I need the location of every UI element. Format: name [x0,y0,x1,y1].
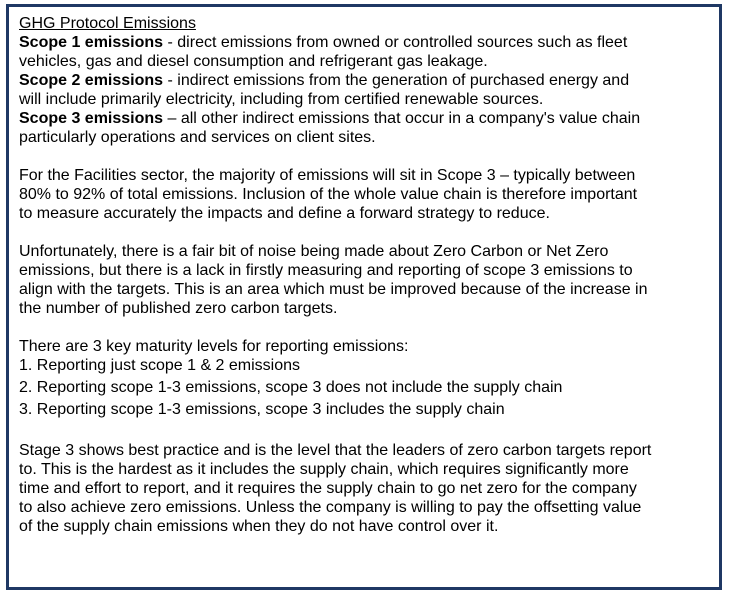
stage3-paragraph-line: to also achieve zero emissions. Unless the company is willing to pay the offsetting value [19,499,642,516]
scope-2-line-1 [19,71,713,90]
text-box-frame [6,4,722,590]
facilities-paragraph-line: For the Facilities sector, the majority of emissions will sit in Scope 3 – typically between [19,167,636,184]
scope-1-desc-2: vehicles, gas and diesel consumption and refrigerant gas leakage. [19,53,488,70]
noise-paragraph-line: the number of published zero carbon targets. [19,300,338,317]
maturity-intro: There are 3 key maturity levels for reporting emissions: [19,338,409,355]
text-box-content [19,14,713,536]
noise-paragraph-line: emissions, but there is a lack in firstly measuring and reporting of scope 3 emissions to [19,262,633,279]
stage3-paragraph-line: to. This is the hardest as it includes the supply chain, which requires significantly more [19,461,629,478]
paragraph-gap [19,223,713,242]
maturity-level-item: 2. Reporting scope 1-3 emissions, scope 3 does not include the supply chain [19,379,563,396]
maturity-level-item: 1. Reporting just scope 1 & 2 emissions [19,357,301,374]
scope-2-desc-2: will include primarily electricity, including from certified renewable sources. [19,91,544,108]
scope-1-name: Scope 1 emissions [19,34,164,51]
paragraph-gap [19,318,713,337]
scope-1-desc-1: - direct emissions from owned or controlled sources such as fleet [163,34,628,51]
noise-paragraph-line: align with the targets. This is an area which must be improved because of the increase in [19,281,648,298]
scope-3-desc-2: particularly operations and services on client sites. [19,129,376,146]
facilities-paragraph-line: 80% to 92% of total emissions. Inclusion of the whole value chain is therefore important [19,186,638,203]
paragraph-gap [19,147,713,166]
scope-3-desc-1: – all other indirect emissions that occur in a company's value chain [163,110,641,127]
section-heading: GHG Protocol Emissions [19,15,196,32]
scope-3-name: Scope 3 emissions [19,110,164,127]
facilities-paragraph-line: to measure accurately the impacts and define a forward strategy to reduce. [19,205,550,222]
stage3-paragraph-line: time and effort to report, and it requires the supply chain to go net zero for the company [19,480,637,497]
scope-3-line-1 [19,109,713,128]
noise-paragraph-line: Unfortunately, there is a fair bit of noise being made about Zero Carbon or Net Zero [19,243,609,260]
scope-2-name: Scope 2 emissions [19,72,164,89]
maturity-level-item: 3. Reporting scope 1-3 emissions, scope 3 includes the supply chain [19,401,505,418]
stage3-paragraph-line: Stage 3 shows best practice and is the level that the leaders of zero carbon targets report [19,442,652,459]
scope-2-desc-1: - indirect emissions from the generation of purchased energy and [163,72,630,89]
scope-1-line-1 [19,33,713,52]
paragraph-gap [19,422,713,441]
stage3-paragraph-line: of the supply chain emissions when they do not have control over it. [19,518,499,535]
